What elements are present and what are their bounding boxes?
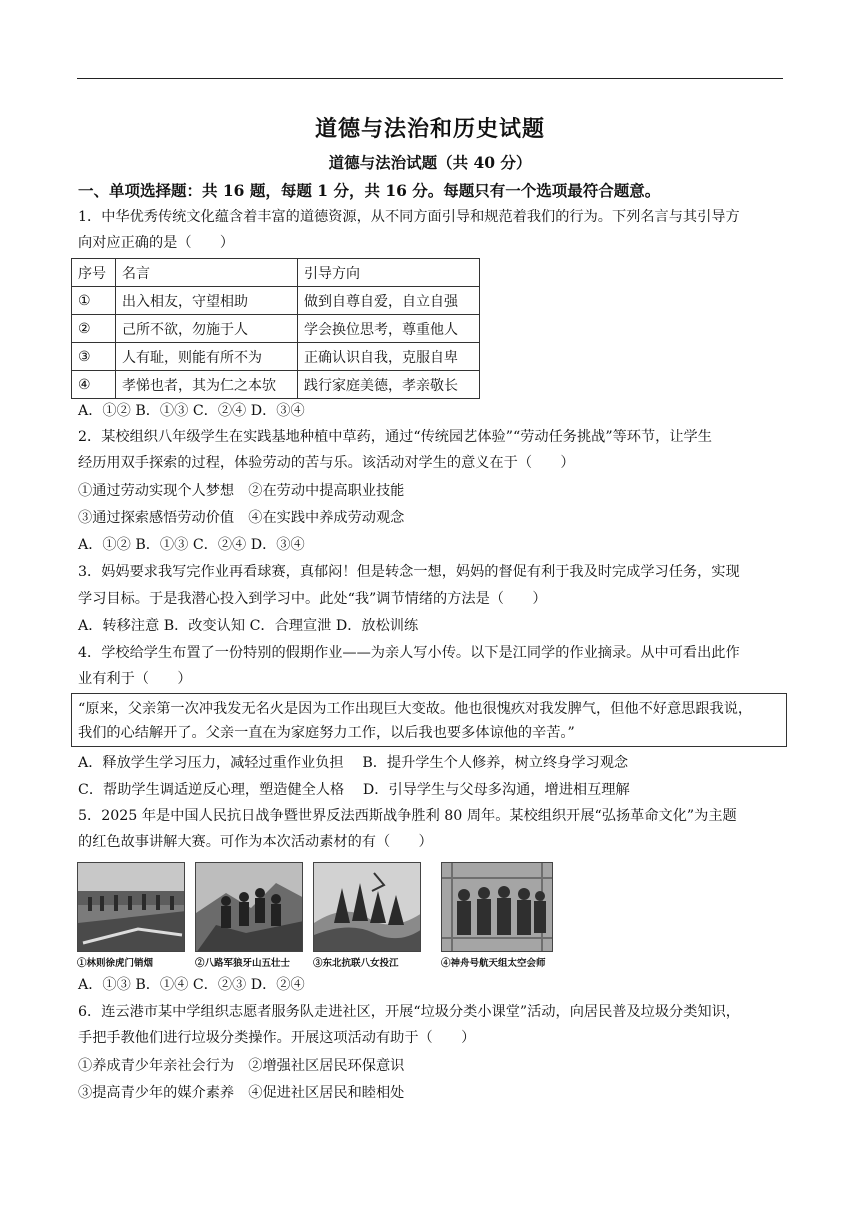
- table-header-row: [72, 259, 480, 287]
- q4-quote-line2: 我们的心结解开了。父亲一直在为家庭努力工作，以后我也要多体谅他的辛苦。”: [78, 725, 575, 741]
- table-cell: ④: [72, 371, 116, 399]
- photo-caption: ②八路军狼牙山五壮士: [195, 958, 291, 969]
- photo-shenzhou-crew: [441, 862, 553, 952]
- q4-quote-box: [71, 693, 787, 747]
- table-row: [72, 315, 480, 343]
- q4-stem-line1: 4．学校给学生布置了一份特别的假期作业——为亲人写小传。以下是江同学的作业摘录。从中可看出此作: [78, 645, 740, 661]
- table-cell: 孝悌也者，其为仁之本欤: [116, 371, 298, 399]
- photo-five-heroes: [195, 862, 303, 952]
- q5-photo-strip: [77, 862, 557, 972]
- q4-options-cd: C．帮助学生调适逆反心理，塑造健全人格 D．引导学生与父母多沟通，增进相互理解: [78, 782, 630, 798]
- table-header-cell: 引导方向: [298, 259, 480, 287]
- table-cell: ③: [72, 343, 116, 371]
- section-heading: 一、单项选择题：共 16 题，每题 1 分，共 16 分。每题只有一个选项最符合题意。: [78, 181, 661, 200]
- q2-stem-line1: 2．某校组织八年级学生在实践基地种植中草药，通过“传统园艺体验”“劳动任务挑战”等环节，让学生: [78, 429, 712, 445]
- q3-stem-line1: 3．妈妈要求我写完作业再看球赛，真郁闷！但是转念一想，妈妈的督促有利于我及时完成学习任务，实现: [78, 564, 740, 580]
- table-row: [72, 287, 480, 315]
- q2-item-line2: ③通过探索感悟劳动价值 ④在实践中养成劳动观念: [78, 510, 405, 526]
- table-cell: 己所不欲，勿施于人: [116, 315, 298, 343]
- table-cell: 做到自尊自爱，自立自强: [298, 287, 480, 315]
- exam-subtitle: 道德与法治试题（共 40 分）: [328, 153, 532, 172]
- q6-stem-line1: 6．连云港市某中学组织志愿者服务队走进社区，开展“垃圾分类小课堂”活动，向居民普及垃圾分类知识，: [78, 1004, 740, 1020]
- table-row: [72, 371, 480, 399]
- table-cell: 正确认识自我，克服自卑: [298, 343, 480, 371]
- q1-stem-line2: 向对应正确的是（ ）: [78, 235, 235, 251]
- exam-title: 道德与法治和历史试题: [314, 116, 545, 142]
- table-cell: 学会换位思考，尊重他人: [298, 315, 480, 343]
- photo-opium-destruction: [77, 862, 185, 952]
- table-cell: ②: [72, 315, 116, 343]
- photo-eight-women: [313, 862, 421, 952]
- q6-stem-line2: 手把手教他们进行垃圾分类操作。开展这项活动有助于（ ）: [78, 1030, 476, 1046]
- photo-caption: ①林则徐虎门销烟: [77, 958, 154, 969]
- photo-caption: ③东北抗联八女投江: [313, 958, 399, 969]
- q4-stem-line2: 业有利于（ ）: [78, 671, 192, 687]
- photo-caption: ④神舟号航天组太空会师: [441, 958, 546, 969]
- q6-item-line2: ③提高青少年的媒介素养 ④促进社区居民和睦相处: [78, 1085, 405, 1101]
- table-cell: 出入相友，守望相助: [116, 287, 298, 315]
- table-row: [72, 343, 480, 371]
- q1-table: [71, 258, 480, 399]
- q2-options: A．①② B．①③ C．②④ D．③④: [78, 537, 305, 553]
- q2-item-line1: ①通过劳动实现个人梦想 ②在劳动中提高职业技能: [78, 483, 405, 499]
- table-header-cell: 序号: [72, 259, 116, 287]
- q4-options-ab: A．释放学生学习压力，减轻过重作业负担 B．提升学生个人修养，树立终身学习观念: [78, 755, 629, 771]
- q1-options: A．①② B．①③ C．②④ D．③④: [78, 403, 305, 419]
- table-cell: ①: [72, 287, 116, 315]
- q1-stem-line1: 1．中华优秀传统文化蕴含着丰富的道德资源，从不同方面引导和规范着我们的行为。下列名言与其引导方: [78, 209, 740, 225]
- q2-stem-line2: 经历用双手探索的过程，体验劳动的苦与乐。该活动对学生的意义在于（ ）: [78, 455, 575, 471]
- q5-options: A．①③ B．①④ C．②③ D．②④: [78, 977, 305, 993]
- q3-stem-line2: 学习目标。于是我潜心投入到学习中。此处“我”调节情绪的方法是（ ）: [78, 591, 547, 607]
- q6-item-line1: ①养成青少年亲社会行为 ②增强社区居民环保意识: [78, 1058, 405, 1074]
- top-rule: [77, 78, 783, 79]
- q5-stem-line2: 的红色故事讲解大赛。可作为本次活动素材的有（ ）: [78, 834, 433, 850]
- table-header-cell: 名言: [116, 259, 298, 287]
- table-cell: 人有耻，则能有所不为: [116, 343, 298, 371]
- q3-options: A．转移注意 B．改变认知 C．合理宣泄 D．放松训练: [78, 618, 419, 634]
- q5-stem-line1: 5．2025 年是中国人民抗日战争暨世界反法西斯战争胜利 80 周年。某校组织开展“弘扬革命文化”为主题: [78, 808, 737, 824]
- q4-quote-line1: “原来，父亲第一次冲我发无名火是因为工作出现巨大变故。他也很愧疚对我发脾气，但他不好意思跟我说，: [78, 701, 753, 717]
- table-cell: 践行家庭美德，孝亲敬长: [298, 371, 480, 399]
